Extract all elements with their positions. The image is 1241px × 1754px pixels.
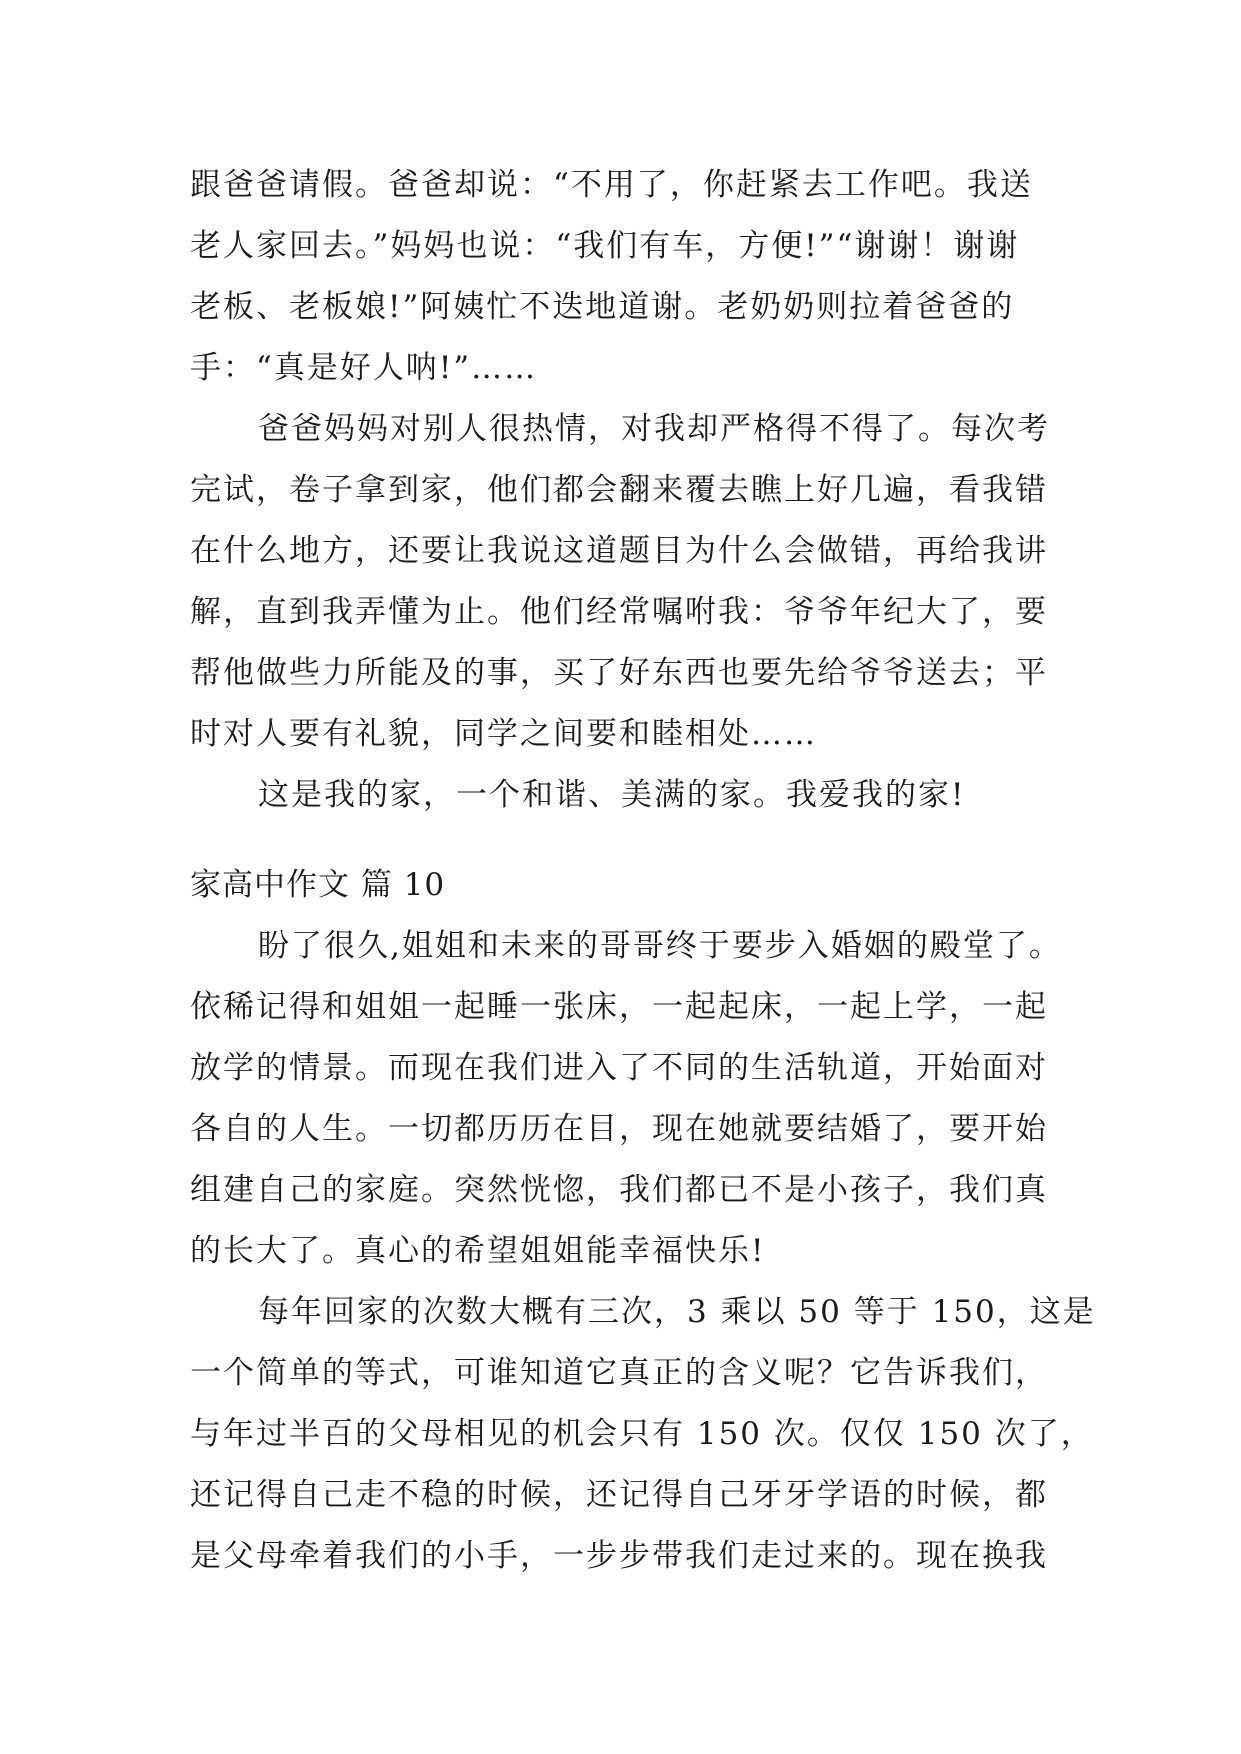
paragraph-line: 放学的情景。而现在我们进入了不同的生活轨道，开始面对 [190,1050,1048,1086]
paragraph-line: 与年过半百的父母相见的机会只有 150 次。仅仅 150 次了， [190,1416,1094,1452]
paragraph-line: 跟爸爸请假。爸爸却说：“不用了，你赶紧去工作吧。我送 [190,167,1033,203]
paragraph-line: 在什么地方，还要让我说这道题目为什么会做错，再给我讲 [190,533,1048,569]
paragraph-line: 还记得自己走不稳的时候，还记得自己牙牙学语的时候，都 [190,1477,1048,1513]
paragraph-line: 组建自己的家庭。突然恍惚，我们都已不是小孩子，我们真 [190,1172,1048,1208]
essay-heading: 家高中作文 篇 10 [190,867,446,903]
paragraph-line: 是父母牵着我们的小手，一步步带我们走过来的。现在换我 [190,1538,1048,1574]
paragraph-line: 爸爸妈妈对别人很热情，对我却严格得不得了。每次考 [258,411,1050,447]
body-text-lower [190,916,1096,1587]
paragraph-line: 老板、老板娘!”阿姨忙不迭地道谢。老奶奶则拉着爸爸的 [190,289,1015,325]
paragraph-line: 盼了很久,姐姐和未来的哥哥终于要步入婚姻的殿堂了。 [258,928,1062,964]
paragraph-line: 每年回家的次数大概有三次，3 乘以 50 等于 150，这是 [258,1294,1096,1330]
body-text-upper [190,155,1050,826]
paragraph-line: 一个简单的等式，可谁知道它真正的含义呢？它告诉我们， [190,1355,1048,1391]
paragraph-line: 这是我的家，一个和谐、美满的家。我爱我的家! [258,777,966,813]
paragraph-line: 的长大了。真心的希望姐姐能幸福快乐! [190,1233,766,1269]
paragraph-line: 完试，卷子拿到家，他们都会翻来覆去瞧上好几遍，看我错 [190,472,1048,508]
paragraph-line: 时对人要有礼貌，同学之间要和睦相处…… [190,716,817,752]
paragraph-line: 依稀记得和姐姐一起睡一张床，一起起床，一起上学，一起 [190,989,1048,1025]
paragraph-line: 解，直到我弄懂为止。他们经常嘱咐我：爷爷年纪大了，要 [190,594,1048,630]
paragraph-line: 各自的人生。一切都历历在目，现在她就要结婚了，要开始 [190,1111,1048,1147]
paragraph-line: 老人家回去。”妈妈也说：“我们有车，方便!”“谢谢！谢谢 [190,228,1020,264]
paragraph-line: 手：“真是好人呐!”…… [190,350,538,386]
paragraph-line: 帮他做些力所能及的事，买了好东西也要先给爷爷送去；平 [190,655,1048,691]
